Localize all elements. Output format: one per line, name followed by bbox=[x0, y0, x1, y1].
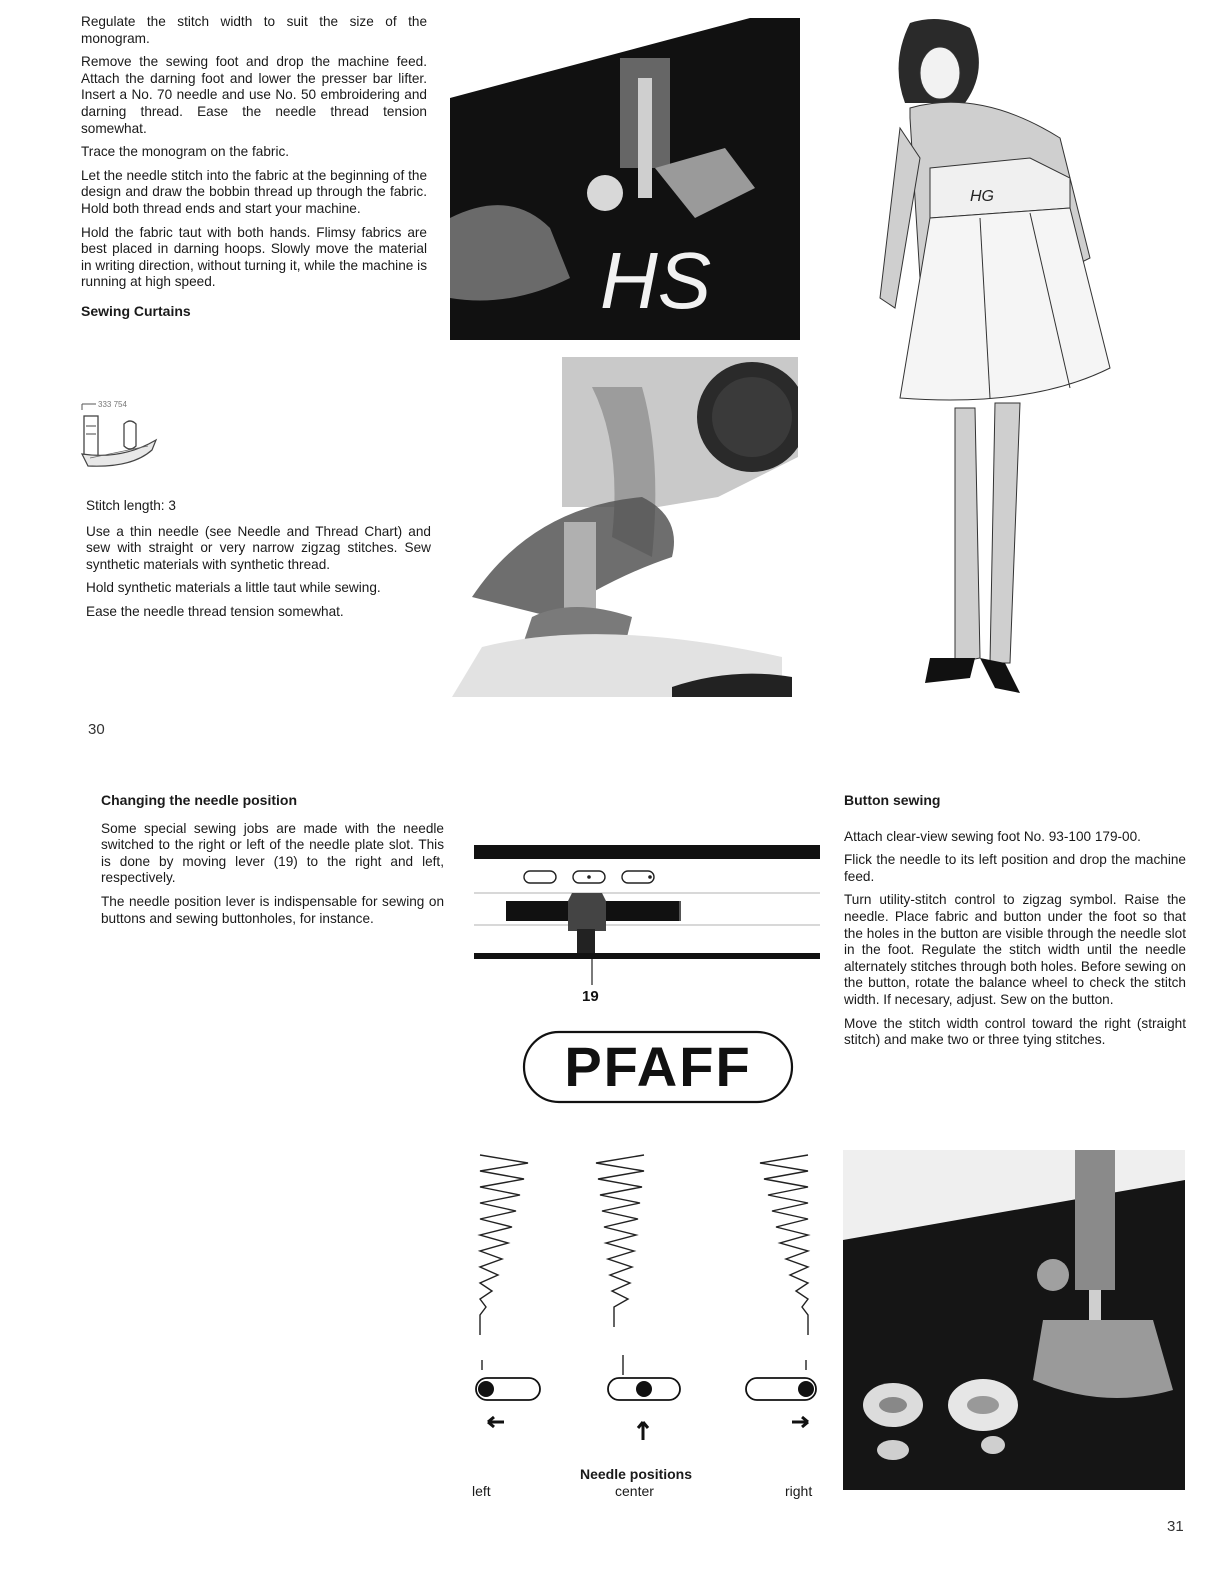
dress-monogram: HG bbox=[970, 188, 994, 205]
button-sewing-column bbox=[844, 792, 1186, 1056]
paragraph: Use a thin needle (see Needle and Thread Chart) and sew with straight or very narrow zigzag stitches. Sew synthetic materials with synthetic thread. bbox=[86, 523, 431, 572]
curtains-text-column bbox=[86, 498, 431, 628]
paragraph: Some special sewing jobs are made with the needle switched to the right or left of the needle plate slot. This is done by moving lever (19) to the right and left, respectively. bbox=[101, 820, 444, 886]
paragraph: Remove the sewing foot and drop the machine feed. Attach the darning foot and lower the presser bar lifter. Insert a No. 70 needle and use No. 50 embroidering and darning thread. Ease the needle thread tension somewhat. bbox=[81, 54, 427, 136]
sewing-curtains-heading: Sewing Curtains bbox=[81, 302, 191, 319]
button-sewing-photo bbox=[843, 1150, 1185, 1490]
monogram-text: HS bbox=[600, 236, 712, 325]
pfaff-logo bbox=[522, 1028, 794, 1106]
lever-number-label: 19 bbox=[582, 988, 599, 1005]
needle-position-column bbox=[101, 792, 444, 934]
paragraph: The needle position lever is indispensable for sewing on buttons and sewing buttonholes, for instance. bbox=[101, 893, 444, 926]
paragraph: Trace the monogram on the fabric. bbox=[81, 144, 290, 160]
paragraph: Attach clear-view sewing foot No. 93-100 179-00. bbox=[844, 828, 1141, 844]
position-label-center: center bbox=[615, 1483, 654, 1499]
paragraph: Move the stitch width control toward the right (straight stitch) and make two or three tying stitches. bbox=[844, 1015, 1186, 1048]
page30-text-column bbox=[81, 14, 427, 332]
position-label-left: left bbox=[472, 1483, 491, 1499]
paragraph: Hold the fabric taut with both hands. Flimsy fabrics are best placed in darning hoops. Slowly move the material in writing direction, without turning it, while the machine is running at high speed. bbox=[81, 224, 427, 290]
paragraph: Let the needle stitch into the fabric at the beginning of the design and draw the bobbin thread up through the fabric. Hold both thread ends and start your machine. bbox=[81, 167, 427, 216]
paragraph: Ease the needle thread tension somewhat. bbox=[86, 603, 344, 619]
brand-logo-text: PFAFF bbox=[564, 1035, 752, 1098]
foot-part-number: 333 754 bbox=[98, 400, 127, 409]
paragraph: Stitch length: 3 bbox=[86, 498, 176, 513]
button-sewing-heading: Button sewing bbox=[844, 792, 941, 808]
presser-foot-illustration bbox=[80, 396, 180, 488]
monogram-embroidery-photo bbox=[450, 18, 800, 340]
needle-position-heading: Changing the needle position bbox=[101, 792, 297, 808]
needle-lever-diagram bbox=[474, 843, 820, 1008]
needle-positions-title: Needle positions bbox=[580, 1466, 693, 1482]
needle-positions-diagram bbox=[468, 1150, 828, 1450]
fashion-dress-illustration bbox=[870, 18, 1170, 698]
curtain-sewing-photo bbox=[452, 357, 798, 697]
paragraph: Hold synthetic materials a little taut while sewing. bbox=[86, 580, 381, 596]
paragraph: Flick the needle to its left position and drop the machine feed. bbox=[844, 852, 1186, 884]
paragraph: Turn utility-stitch control to zigzag symbol. Raise the needle. Place fabric and button under the foot so that the holes in the button are visible through the needle slot in the foot. Regulate the stitch width until the needle alternately stitches through both holes. Before sewing on the button, rotate the balance wheel to check the stitch width. If necesary, adjust. Sew on the button. bbox=[844, 892, 1186, 1007]
page-number-31: 31 bbox=[1167, 1518, 1184, 1535]
position-label-right: right bbox=[785, 1483, 813, 1499]
paragraph: Regulate the stitch width to suit the size of the monogram. bbox=[81, 14, 427, 46]
page-number-30: 30 bbox=[88, 721, 105, 738]
